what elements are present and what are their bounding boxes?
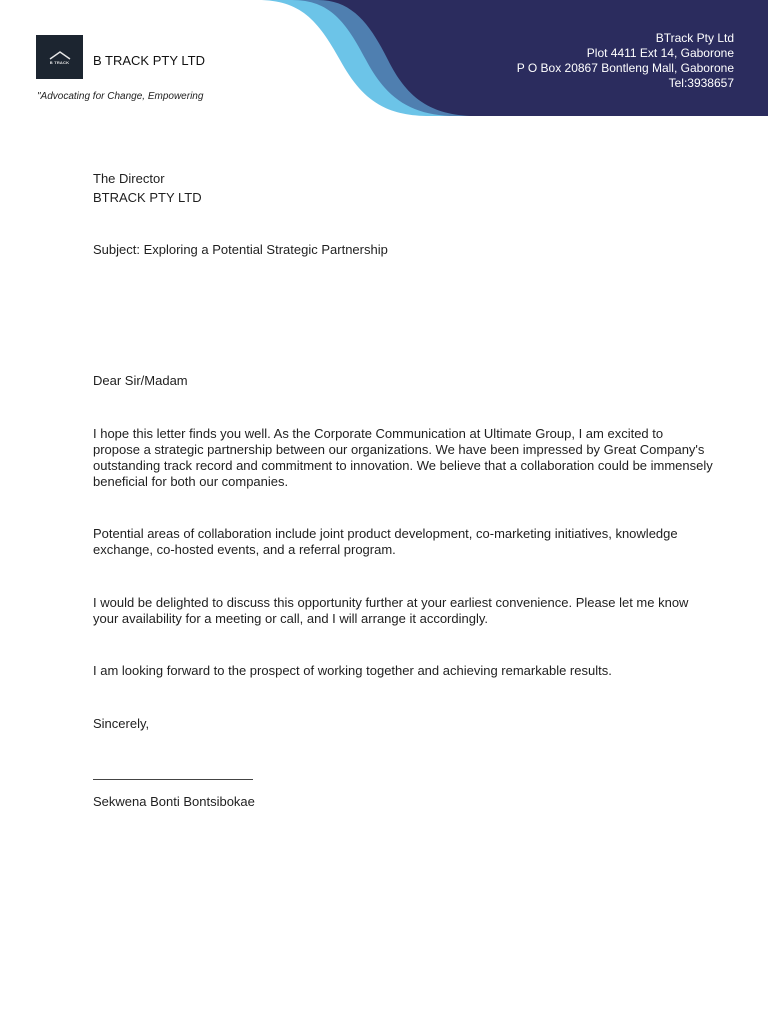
signature-line — [93, 779, 253, 780]
house-roof-icon — [48, 50, 72, 60]
recipient-company: BTRACK PTY LTD — [93, 190, 202, 205]
letter-paragraph-intro: I hope this letter finds you well. As the Corporate Communication at Ultimate Group, I am excited to propose a strategic partnership between our organizations. We have been impressed by Great Company's outstanding track record and commitment to innovation. We believe that a collaboration could be immensely beneficial for both our companies. — [93, 426, 713, 489]
logo-text: B TRACK — [49, 59, 70, 65]
letter-salutation: Dear Sir/Madam — [93, 373, 188, 388]
company-address-block — [517, 31, 734, 91]
letter-subject: Subject: Exploring a Potential Strategic Partnership — [93, 242, 388, 257]
company-name: B TRACK PTY LTD — [93, 53, 205, 68]
letter-paragraph-collaboration: Potential areas of collaboration include joint product development, co-marketing initiatives, knowledge exchange, co-hosted events, and a referral program. — [93, 526, 678, 557]
signatory-name: Sekwena Bonti Bontsibokae — [93, 794, 255, 809]
address-line-pobox: P O Box 20867 Bontleng Mall, Gaborone — [516, 61, 734, 75]
recipient-title: The Director — [93, 171, 165, 186]
letter-paragraph-meeting: I would be delighted to discuss this opportunity further at your earliest convenience. Please let me know your availability for a meeting or call, and I will arrange it accordingly. — [93, 595, 689, 626]
letter-closing: Sincerely, — [93, 716, 150, 731]
company-tagline: "Advocating for Change, Empowering — [37, 91, 204, 102]
address-line-plot: Plot 4411 Ext 14, Gaborone — [586, 46, 734, 60]
company-logo — [36, 35, 83, 79]
address-line-phone: Tel:3938657 — [668, 76, 734, 90]
letter-paragraph-closing: I am looking forward to the prospect of working together and achieving remarkable results. — [93, 663, 612, 678]
address-line-name: BTrack Pty Ltd — [655, 31, 734, 45]
